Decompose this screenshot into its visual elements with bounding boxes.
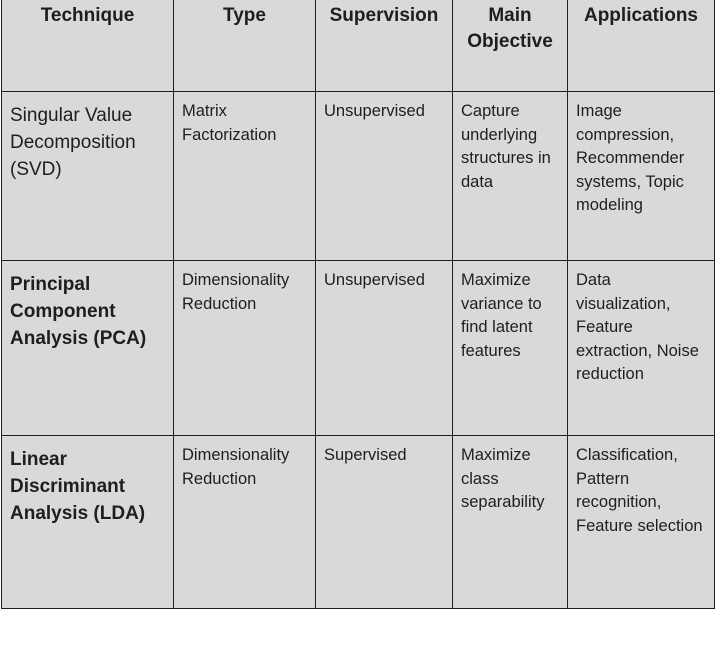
cell-applications: Data visualization, Feature extraction, Noise reduction: [568, 261, 715, 436]
table-row-lda: [2, 436, 715, 609]
cell-technique: Linear Discriminant Analysis (LDA): [2, 436, 174, 609]
table-row-pca: [2, 261, 715, 436]
cell-applications: Image compression, Recommender systems, Topic modeling: [568, 92, 715, 261]
header-main-objective: Main Objective: [453, 0, 568, 92]
cell-supervision: Unsupervised: [316, 92, 453, 261]
cell-type: Dimensionality Reduction: [174, 261, 316, 436]
cell-supervision: Supervised: [316, 436, 453, 609]
header-supervision: Supervision: [316, 0, 453, 92]
table-header-row: [2, 0, 715, 92]
cell-type: Matrix Factorization: [174, 92, 316, 261]
cell-technique: Principal Component Analysis (PCA): [2, 261, 174, 436]
cell-type: Dimensionality Reduction: [174, 436, 316, 609]
cell-objective: Maximize variance to find latent features: [453, 261, 568, 436]
cell-applications: Classification, Pattern recognition, Feature selection: [568, 436, 715, 609]
cell-objective: Maximize class separability: [453, 436, 568, 609]
header-technique: Technique: [2, 0, 174, 92]
comparison-table-container: [1, 0, 714, 608]
header-type: Type: [174, 0, 316, 92]
cell-technique: Singular Value Decomposition (SVD): [2, 92, 174, 261]
table-row-svd: [2, 92, 715, 261]
cell-supervision: Unsupervised: [316, 261, 453, 436]
cell-objective: Capture underlying structures in data: [453, 92, 568, 261]
dimensionality-techniques-table: [1, 0, 715, 609]
header-applications: Applications: [568, 0, 715, 92]
